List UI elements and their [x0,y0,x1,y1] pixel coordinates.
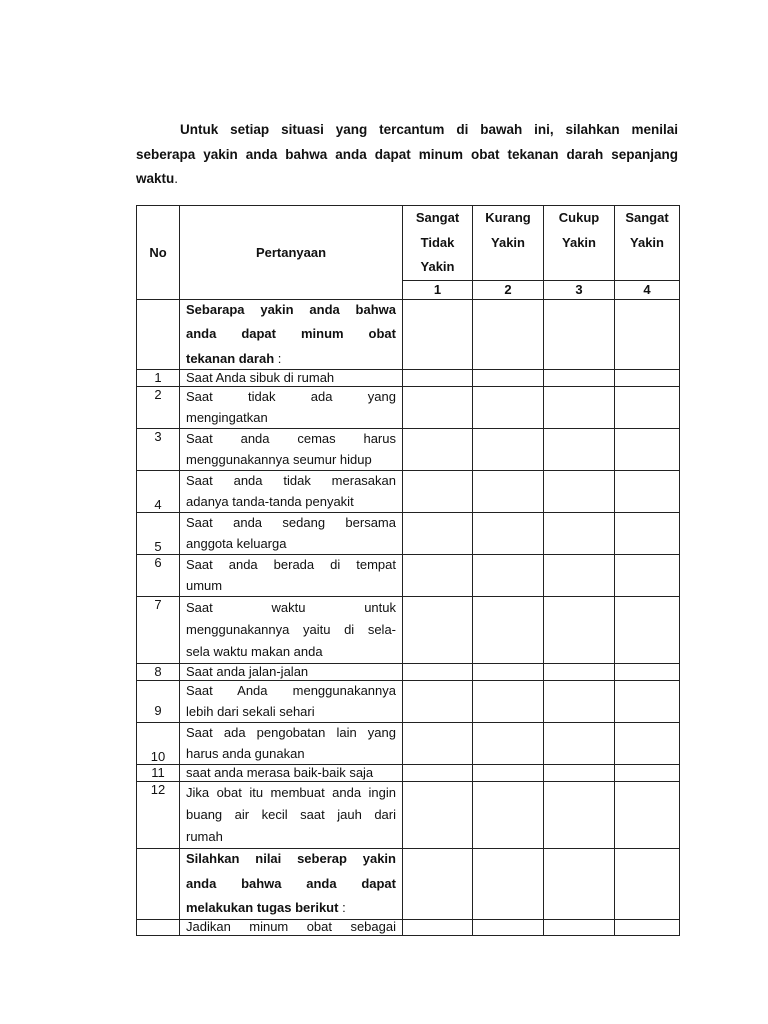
answer-cell[interactable] [403,681,473,723]
question-line: Saat anda jalan-jalan [186,664,309,679]
answer-cell[interactable] [615,370,680,387]
row-number: 6 [137,555,180,597]
answer-cell[interactable] [403,765,473,782]
section-2-line: anda bahwa anda dapat [186,875,396,891]
answer-cell[interactable] [403,299,473,370]
answer-cell[interactable] [615,299,680,370]
question-line: adanya tanda-tanda penyakit [186,493,354,509]
option-2-label-line-2: Yakin [491,234,525,250]
answer-cell[interactable] [403,723,473,765]
answer-cell[interactable] [544,429,615,471]
answer-cell[interactable] [544,765,615,782]
answer-cell[interactable] [544,597,615,664]
question-text [180,555,403,597]
answer-cell[interactable] [403,919,473,935]
row-number: 5 [137,513,180,555]
answer-cell[interactable] [403,664,473,681]
answer-cell[interactable] [403,513,473,555]
answer-cell[interactable] [473,765,544,782]
question-line: Saat anda tidak merasakan [186,473,396,488]
score-3: 3 [544,280,615,299]
answer-cell[interactable] [544,299,615,370]
section-no-cell [137,299,180,370]
answer-cell[interactable] [473,555,544,597]
option-1-label-line-3: Yakin [420,259,455,274]
answer-cell[interactable] [473,681,544,723]
question-line: Saat anda berada di tempat [186,557,396,572]
intro-line-3-period: . [174,171,179,187]
section-2-line-bold: melakukan tugas berikut [186,900,339,915]
answer-cell[interactable] [615,765,680,782]
answer-cell[interactable] [615,849,680,920]
row-number: 1 [137,370,180,387]
answer-cell[interactable] [403,370,473,387]
answer-cell[interactable] [544,782,615,849]
question-line: sela waktu makan anda [186,644,323,659]
answer-cell[interactable] [615,597,680,664]
option-2-label-line-1: Kurang [485,210,531,225]
answer-cell[interactable] [544,370,615,387]
question-line: Saat waktu untuk [186,600,396,615]
row-number: 10 [137,723,180,765]
header-option-3 [544,206,615,281]
answer-cell[interactable] [615,387,680,429]
option-3-label-line-2: Yakin [562,234,596,250]
score-2: 2 [473,280,544,299]
answer-cell[interactable] [615,919,680,935]
section-1-line-colon: : [274,350,282,366]
question-line: Saat anda sedang bersama [186,515,396,530]
header-option-2 [473,206,544,281]
table-row [137,782,680,849]
question-text [180,723,403,765]
answer-cell[interactable] [544,681,615,723]
answer-cell[interactable] [615,429,680,471]
table-row [137,555,680,597]
question-line: saat anda merasa baik-baik saja [186,765,374,780]
table-row [137,387,680,429]
section-1-line: Sebarapa yakin anda bahwa [186,301,396,317]
question-line: Saat ada pengobatan lain yang [186,725,396,740]
question-text [180,471,403,513]
table-row [137,765,680,782]
header-option-1 [403,206,473,281]
question-text [180,370,403,387]
question-text [180,513,403,555]
answer-cell[interactable] [473,782,544,849]
question-line: umum [186,577,223,593]
section-2-line [186,898,396,919]
answer-cell[interactable] [473,299,544,370]
answer-cell[interactable] [615,513,680,555]
answer-cell[interactable] [473,471,544,513]
answer-cell[interactable] [615,471,680,513]
section-1-line: anda dapat minum obat [186,326,396,341]
question-text [180,919,403,935]
question-text [180,429,403,471]
table-row [137,429,680,471]
intro-line-1: Untuk setiap situasi yang tercantum di bawah ini, silahkan menilai [180,122,678,137]
answer-cell[interactable] [615,723,680,765]
question-line: Saat Anda sibuk di rumah [186,370,335,385]
answer-cell[interactable] [403,471,473,513]
section-2-line-colon: : [338,900,346,915]
question-line: anggota keluarga [186,535,287,551]
question-line: Saat anda cemas harus [186,431,396,446]
intro-line-3-text: waktu [136,171,175,187]
answer-cell[interactable] [473,723,544,765]
question-line: Saat Anda menggunakannya [186,683,396,698]
table-row [137,597,680,664]
question-line: menggunakannya yaitu di sela- [186,622,396,637]
answer-cell[interactable] [615,664,680,681]
row-number: 7 [137,597,180,664]
section-2-line: Silahkan nilai seberap yakin [186,851,396,866]
answer-cell[interactable] [544,471,615,513]
answer-cell[interactable] [544,555,615,597]
header-question: Pertanyaan [180,206,403,300]
question-text [180,664,403,681]
table-row [137,681,680,723]
questionnaire-table [136,205,680,936]
section-header-row [137,849,680,920]
answer-cell[interactable] [615,555,680,597]
row-number: 12 [137,782,180,849]
row-number: 11 [137,765,180,782]
row-number: 9 [137,681,180,723]
section-1-text [180,299,403,370]
section-1-line [186,349,396,370]
question-line: harus anda gunakan [186,745,305,761]
section-1-line-bold: tekanan darah [186,350,275,366]
row-number: 4 [137,471,180,513]
answer-cell[interactable] [403,782,473,849]
question-line: buang air kecil saat jauh dari [186,807,396,822]
answer-cell[interactable] [403,429,473,471]
answer-cell[interactable] [473,429,544,471]
question-line: Jika obat itu membuat anda ingin [186,785,396,800]
answer-cell[interactable] [473,597,544,664]
section-header-row [137,299,680,370]
question-text [180,782,403,849]
intro-paragraph [136,118,678,192]
row-number: 8 [137,664,180,681]
header-no: No [137,206,180,300]
answer-cell[interactable] [544,387,615,429]
answer-cell[interactable] [615,681,680,723]
header-option-4 [615,206,680,281]
answer-cell[interactable] [403,597,473,664]
option-4-label-line-1: Sangat [625,210,669,225]
question-line: Jadikan minum obat sebagai [186,919,396,934]
question-line: menggunakannya seumur hidup [186,451,372,467]
answer-cell[interactable] [473,849,544,920]
answer-cell[interactable] [403,555,473,597]
option-3-label-line-1: Cukup [558,210,600,225]
option-1-label-line-2: Tidak [420,234,455,250]
table-row [137,664,680,681]
question-text [180,387,403,429]
answer-cell[interactable] [473,387,544,429]
answer-cell[interactable] [544,723,615,765]
answer-cell[interactable] [473,370,544,387]
table-row [137,723,680,765]
question-line: lebih dari sekali sehari [186,703,315,719]
intro-line-2: seberapa yakin anda bahwa anda dapat minum obat tekanan darah sepanjang [136,146,678,162]
table-row [137,471,680,513]
section-2-text [180,849,403,920]
table-row [137,370,680,387]
row-number [137,919,180,935]
answer-cell[interactable] [544,513,615,555]
section-no-cell [137,849,180,920]
table-row [137,919,680,935]
answer-cell[interactable] [473,919,544,935]
intro-line-3 [136,167,678,192]
question-text [180,681,403,723]
answer-cell[interactable] [544,664,615,681]
question-text [180,765,403,782]
option-4-label-line-2: Yakin [630,234,664,250]
row-number: 2 [137,387,180,429]
answer-cell[interactable] [403,387,473,429]
question-line: mengingatkan [186,409,268,425]
answer-cell[interactable] [544,919,615,935]
score-4: 4 [615,280,680,299]
answer-cell[interactable] [473,513,544,555]
table-row [137,513,680,555]
question-text [180,597,403,664]
answer-cell[interactable] [473,664,544,681]
option-1-label-line-1: Sangat [415,210,460,225]
score-1: 1 [403,280,473,299]
answer-cell[interactable] [544,849,615,920]
question-line: rumah [186,829,223,844]
header-row [137,206,680,281]
row-number: 3 [137,429,180,471]
question-line: Saat tidak ada yang [186,389,396,404]
answer-cell[interactable] [615,782,680,849]
answer-cell[interactable] [403,849,473,920]
